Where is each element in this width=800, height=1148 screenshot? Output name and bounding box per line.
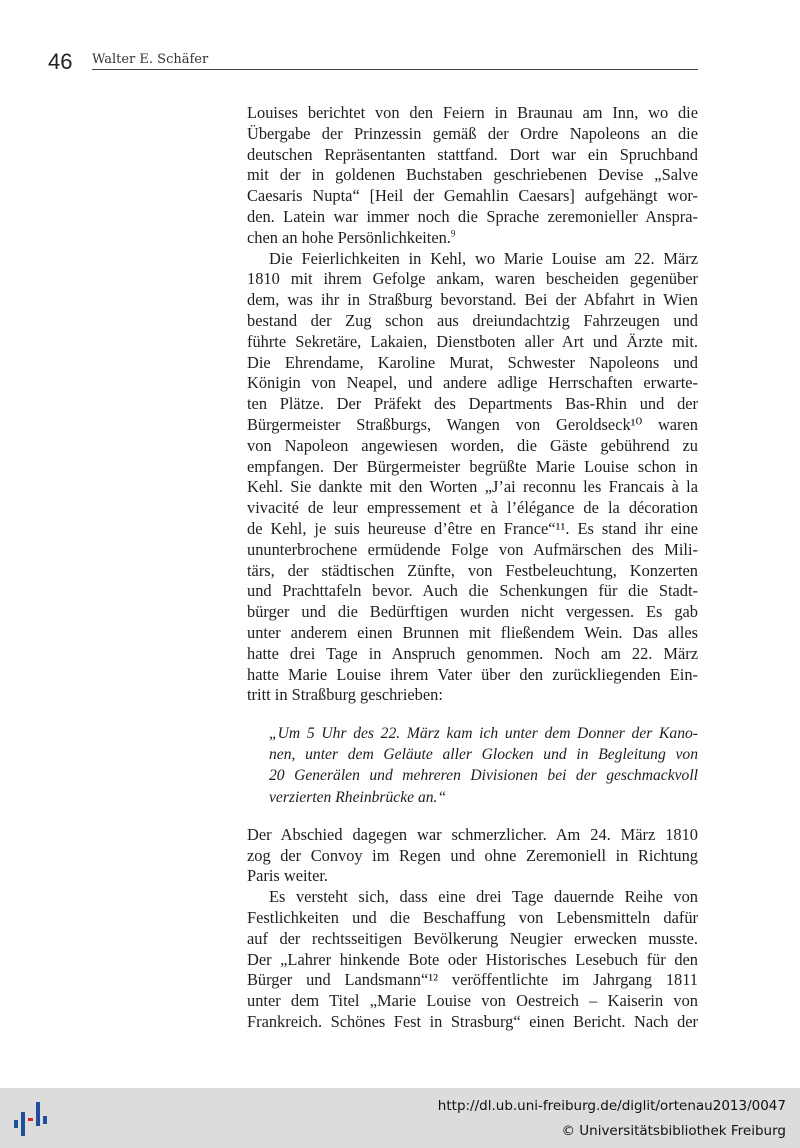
text-line: Louises berichtet von den Feiern in Braunau am Inn, wo die	[247, 103, 698, 122]
quote-line: nen, unter dem Geläute aller Glocken und in Begleitung von	[269, 746, 698, 764]
text-line: vivacité de leur empressement et à l’élégance de la décoration	[247, 498, 698, 518]
text-line: Übergabe der Prinzessin gemäß der Ordre Napoleons an die	[247, 123, 698, 143]
quote-line: „Um 5 Uhr des 22. März kam ich unter dem Donner der Kano-	[269, 725, 698, 743]
text-line: mit der in goldenen Buchstaben geschriebenen Devise „Salve	[247, 165, 698, 185]
text-line: Königin von Neapel, und andere adlige Herrschaften erwarte-	[247, 373, 698, 393]
block-quote	[269, 723, 698, 808]
text-line: ten Plätze. Der Präfekt des Departments Bas-Rhin und der	[247, 394, 698, 414]
text-line: Kehl. Sie dankte mit den Worten „J’ai reconnu les Francais à la	[247, 477, 698, 497]
text-line: unter anderem einen Brunnen mit fließendem Wein. Das alles	[247, 622, 698, 642]
text-line: hatte Marie Louise ihrem Vater über den zurückliegenden Ein-	[247, 664, 698, 684]
running-head-author: Walter E. Schäfer	[92, 52, 209, 67]
text-line: Die Ehrendame, Karoline Murat, Schwester Napoleons und	[247, 352, 698, 372]
text-line: ununterbrochene ermüdende Folge von Aufmärschen des Mili-	[247, 539, 698, 559]
text-line: tritt in Straßburg geschrieben:	[247, 685, 443, 705]
text-line: deutschen Repräsentanten stattfand. Dort war ein Spruchband	[247, 144, 698, 164]
text-line: Paris weiter.	[247, 866, 329, 886]
text-line: führte Sekretäre, Lakaien, Dienstboten aller Art und Ärzte mit.	[247, 331, 698, 351]
page-number: 46	[48, 49, 73, 74]
text-line: auf der rechtsseitigen Bevölkerung Neugier erwecken musste.	[247, 928, 698, 948]
footnote-marker: 9	[450, 228, 456, 239]
text-line: Bürger und Landsmann“¹² veröffentlichte im Jahrgang 1811	[247, 970, 698, 990]
ub-freiburg-logo-icon[interactable]	[10, 1098, 52, 1140]
text-line: Der Abschied dagegen war schmerzlicher. Am 24. März 1810	[247, 824, 698, 844]
text-line: Die Feierlichkeiten in Kehl, wo Marie Louise am 22. März	[269, 248, 698, 268]
text-line: dem, was ihr in Straßburg bevorstand. Bei der Abfahrt in Wien	[247, 290, 698, 310]
text-line: Festlichkeiten und die Beschaffung von Lebensmitteln dafür	[247, 908, 698, 928]
text-line: Caesaris Nupta“ [Heil der Gemahlin Caesars] aufgehängt wor-	[247, 186, 698, 206]
text-line: chen an hohe Persönlichkeiten.$^9$	[247, 227, 456, 247]
text-line: zog der Convoy im Regen und ohne Zeremoniell in Richtung	[247, 845, 698, 865]
text-line: 1810 mit ihrem Gefolge ankam, waren bescheiden gegenüber	[247, 269, 698, 289]
text-line: Es versteht sich, dass eine drei Tage dauernde Reihe von	[269, 887, 698, 907]
copyright-notice: © Universitätsbibliothek Freiburg	[561, 1123, 786, 1139]
text-line: de Kehl, je suis heureuse d’être en France“¹¹. Es stand ihr eine	[247, 518, 698, 538]
text-line: Der „Lahrer hinkende Bote oder Historisches Lesebuch für den	[247, 949, 698, 969]
quote-line: verzierten Rheinbrücke an.“	[269, 788, 447, 806]
text-line: empfangen. Der Bürgermeister begrüßte Marie Louise schon in	[247, 456, 698, 476]
text-line: unter dem Titel „Marie Louise von Oestreich – Kaiserin von	[247, 991, 698, 1011]
text-line: bestand der Zug schon aus dreiundachtzig Fahrzeugen und	[247, 310, 698, 330]
text-line: und Prachttafeln bevor. Auch die Schenkungen für die Stadt-	[247, 581, 698, 601]
header-rule	[92, 69, 698, 70]
quote-line: 20 Generälen und mehreren Divisionen bei der geschmackvoll	[269, 767, 698, 785]
source-url-link[interactable]: http://dl.ub.uni-freiburg.de/diglit/ortenau2013/0047	[437, 1098, 786, 1114]
text-line: Bürgermeister Straßburgs, Wangen von Geroldseck¹⁰ waren	[247, 414, 698, 434]
text-line: Frankreich. Schönes Fest in Strasburg“ einen Bericht. Nach der	[247, 1012, 698, 1032]
body-text	[247, 103, 698, 1033]
text-line: hatte drei Tage in Anspruch genommen. Noch am 22. März	[247, 643, 698, 663]
text-line: tärs, der städtischen Zünfte, von Festbeleuchtung, Konzerten	[247, 560, 698, 580]
footer-bar	[0, 1088, 800, 1148]
text-line: von Napoleon angewiesen worden, die Gäste gebührend zu	[247, 435, 698, 455]
running-header	[48, 49, 698, 73]
text-line: bürger und die Bedürftigen wurden nicht vergessen. Es gab	[247, 602, 698, 622]
text-line: den. Latein war immer noch die Sprache zeremonieller Anspra-	[247, 206, 698, 226]
